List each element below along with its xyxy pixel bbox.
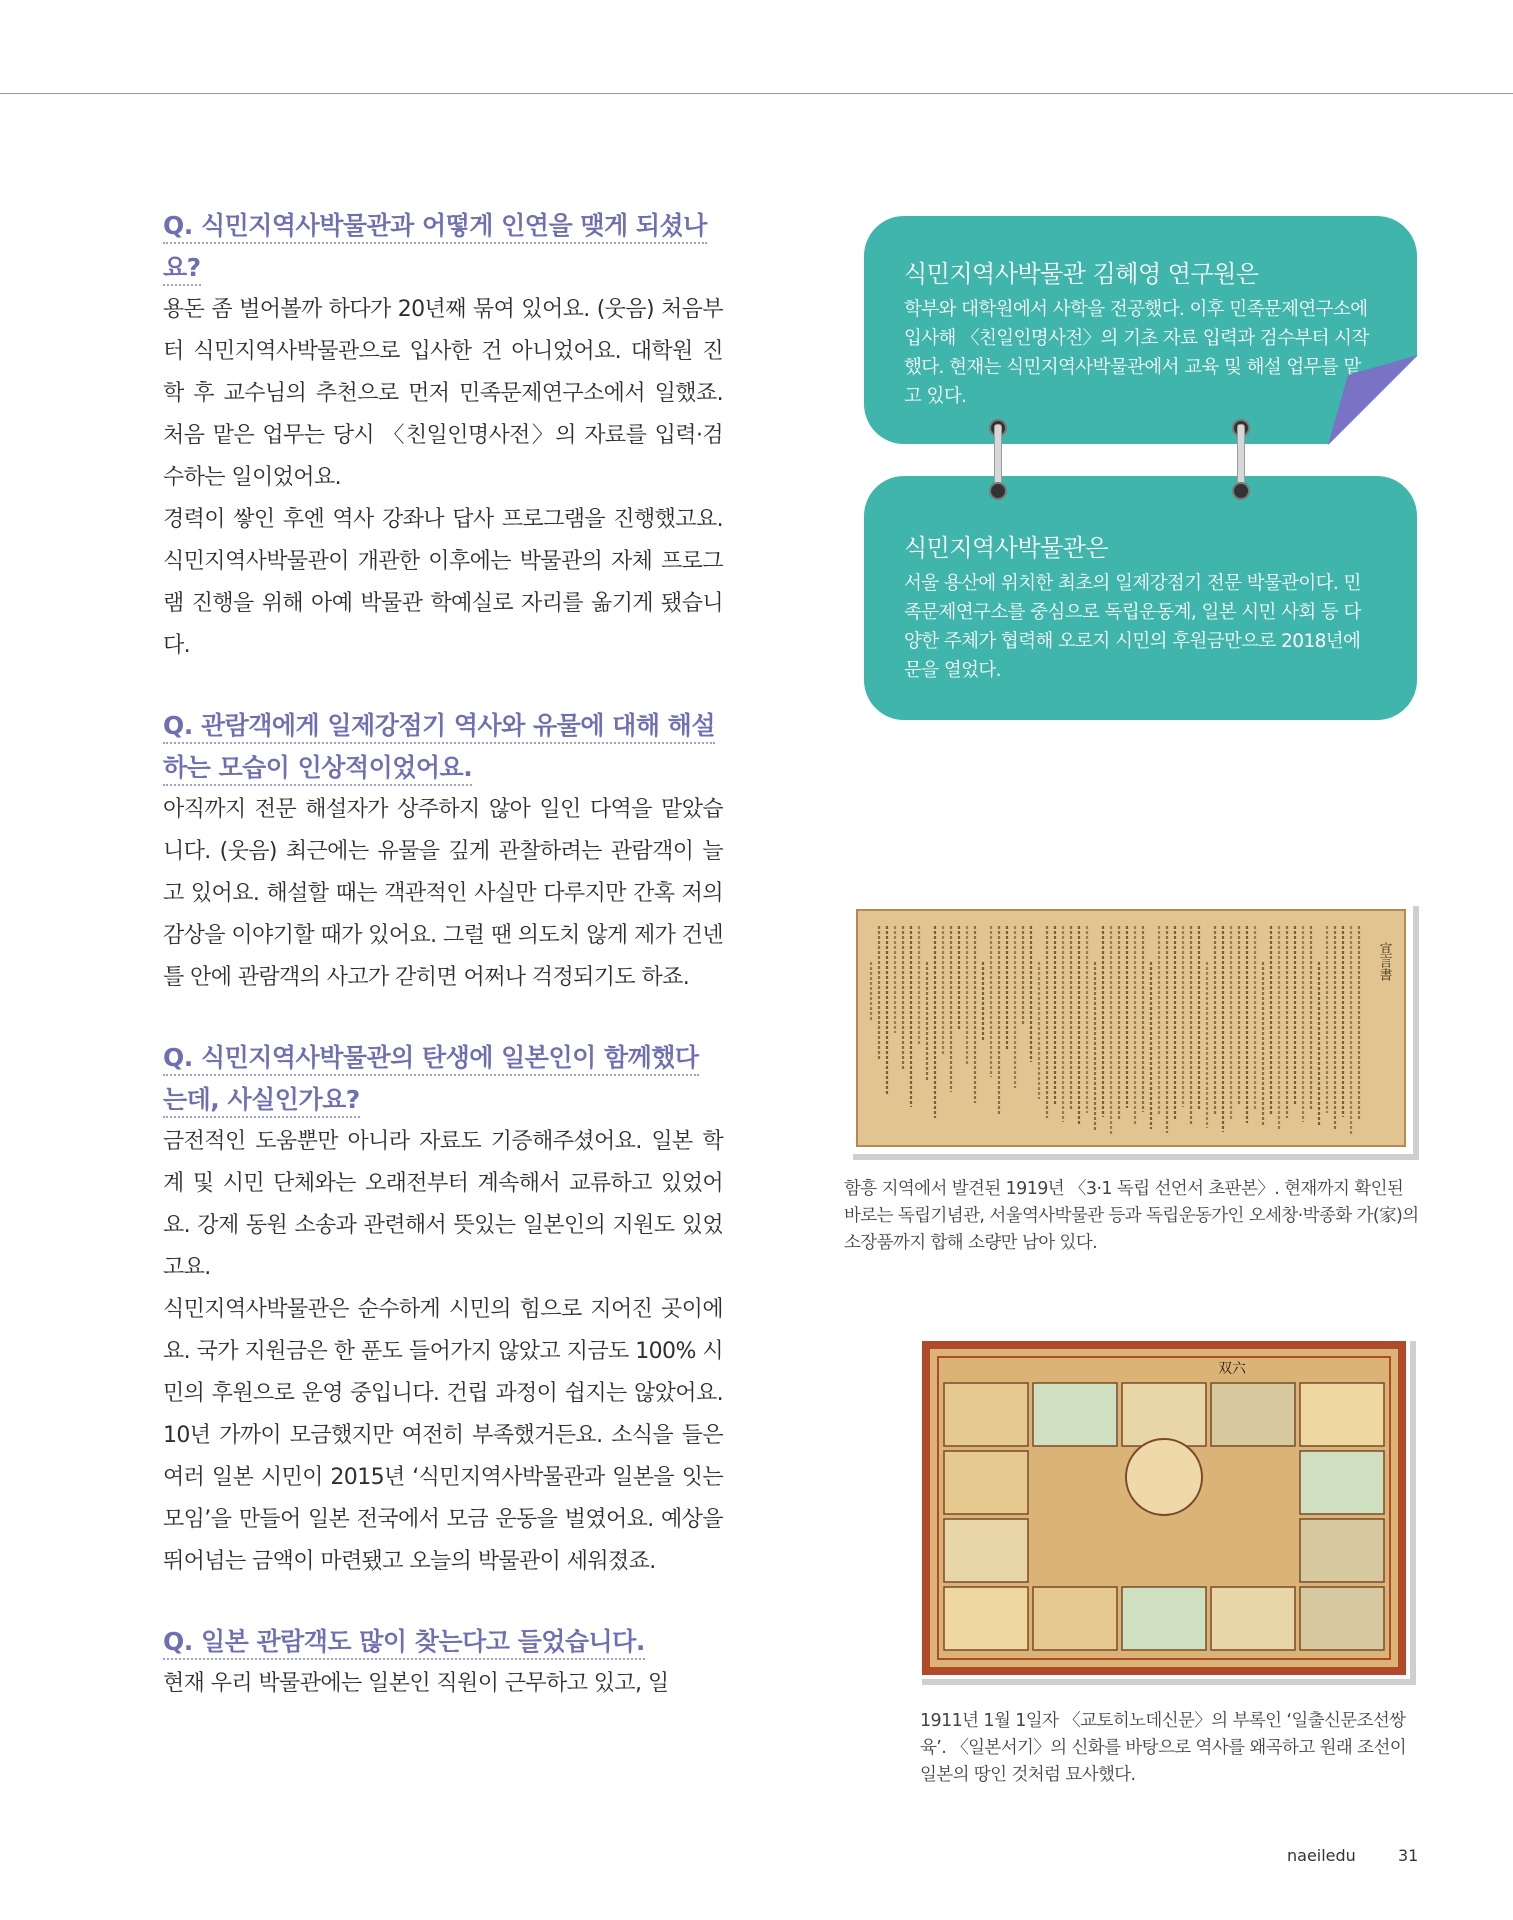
qa-section-1: [163, 205, 723, 667]
answer-paragraph: 경력이 쌓인 후엔 역사 강좌나 답사 프로그램을 진행했고요. 식민지역사박물관이 개관한 이후에는 박물관의 자체 프로그램 진행을 위해 아예 박물관 학예실로 자리를 옮기게 됐습니다.: [163, 507, 723, 658]
answer: [163, 1121, 723, 1583]
boardgame-photo: [918, 1337, 1416, 1685]
answer-paragraph: 현재 우리 박물관에는 일본인 직원이 근무하고 있고, 일: [163, 1671, 669, 1696]
binder-ring: [1237, 424, 1245, 488]
qa-section-2: [163, 705, 723, 999]
question-heading: [163, 205, 723, 289]
question-heading: [163, 1621, 723, 1663]
answer-paragraph: 식민지역사박물관은 순수하게 시민의 힘으로 지어진 곳이에요. 국가 지원금은 한 푼도 들어가지 않았고 지금도 100% 시민의 후원으로 운영 중입니다. 건립 과정이 쉽지는 않았어요. 10년 가까이 모금했지만 여전히 부족했거든요. 소식을 들은 여러 일본 시민이 2015년 ‘식민지역사박물관과 일본을 잇는 모임’을 만들어 일본 전국에서 모금 운동을 벌였어요. 예상을 뛰어넘는 금액이 마련됐고 오늘의 박물관이 세워졌죠.: [163, 1297, 723, 1574]
researcher-profile-card: [864, 216, 1417, 444]
boardgame-caption: 1911년 1월 1일자 〈교토히노데신문〉의 부록인 ‘일출신문조선쌍육’. 〈일본서기〉의 신화를 바탕으로 역사를 왜곡하고 원래 조선이 일본의 땅인 것처럼 묘사했다.: [920, 1711, 1407, 1785]
ring-hole: [989, 482, 1007, 500]
question-line: Q. 식민지역사박물관의 탄생에 일본인이 함께했다: [163, 1043, 699, 1076]
answer: [163, 789, 723, 999]
question-line: 요?: [163, 253, 201, 286]
ring-hole: [1232, 482, 1250, 500]
answer-paragraph: 아직까지 전문 해설자가 상주하지 않아 일인 다역을 맡았습니다. (웃음) 최근에는 유물을 깊게 관찰하려는 관람객이 늘고 있어요. 해설할 때는 객관적인 사실만 다루지만 간혹 저의 감상을 이야기할 때가 있어요. 그럴 땐 의도치 않게 제가 건넨 틀 안에 관람객의 사고가 갇히면 어쩌나 걱정되기도 하죠.: [163, 797, 723, 990]
footer-brand: naeiledu: [1287, 1846, 1356, 1865]
answer-paragraph: 금전적인 도움뿐만 아니라 자료도 기증해주셨어요. 일본 학계 및 시민 단체와는 오래전부터 계속해서 교류하고 있었어요. 강제 동원 소송과 관련해서 뜻있는 일본인의 지원도 있었고요.: [163, 1129, 723, 1280]
question-heading: [163, 1037, 723, 1121]
card-body: 서울 용산에 위치한 최초의 일제강점기 전문 박물관이다. 민족문제연구소를 중심으로 독립운동계, 일본 시민 사회 등 다양한 주체가 협력해 오로지 시민의 후원금만으로 2018년에 문을 열었다.: [904, 573, 1361, 681]
qa-section-3: [163, 1037, 723, 1583]
page-curl-icon: [1328, 355, 1418, 445]
question-line: 하는 모습이 인상적이었어요.: [163, 753, 472, 786]
question-line: Q. 일본 관람객도 많이 찾는다고 들었습니다.: [163, 1627, 645, 1660]
interview-column: [163, 205, 723, 1743]
page-number: 31: [1398, 1846, 1419, 1865]
binder-ring: [994, 424, 1002, 488]
question-heading: [163, 705, 723, 789]
boardgame-banner: 双六: [1218, 1361, 1246, 1377]
museum-info-card: [864, 476, 1417, 720]
qa-section-4: [163, 1621, 723, 1705]
card-body: 학부와 대학원에서 사학을 전공했다. 이후 민족문제연구소에 입사해 〈친일인명사전〉의 기초 자료 입력과 검수부터 시작했다. 현재는 식민지역사박물관에서 교육 및 해설 업무를 맡고 있다.: [904, 299, 1369, 407]
answer: [163, 1663, 723, 1705]
declaration-heading: 宣言書: [1376, 942, 1392, 981]
question-line: 는데, 사실인가요?: [163, 1085, 360, 1118]
question-line: Q. 관람객에게 일제강점기 역사와 유물에 대해 해설: [163, 711, 715, 744]
card-title: 식민지역사박물관 김혜영 연구원은: [904, 260, 1259, 288]
answer-paragraph: 용돈 좀 벌어볼까 하다가 20년째 묶여 있어요. (웃음) 처음부터 식민지역사박물관으로 입사한 건 아니었어요. 대학원 진학 후 교수님의 추천으로 먼저 민족문제연구소에서 일했죠. 처음 맡은 업무는 당시 〈친일인명사전〉의 자료를 입력·검수하는 일이었어요.: [163, 297, 723, 490]
card-title: 식민지역사박물관은: [904, 534, 1109, 562]
declaration-caption: 함흥 지역에서 발견된 1919년 〈3·1 독립 선언서 초판본〉. 현재까지 확인된 바로는 독립기념관, 서울역사박물관 등과 독립운동가인 오세창·박종화 가(家)의 소장품까지 합해 소량만 남아 있다.: [844, 1179, 1419, 1253]
question-line: Q. 식민지역사박물관과 어떻게 인연을 맺게 되셨나: [163, 211, 707, 244]
declaration-photo: [849, 902, 1419, 1160]
top-rule: [0, 93, 1513, 94]
answer: [163, 289, 723, 667]
